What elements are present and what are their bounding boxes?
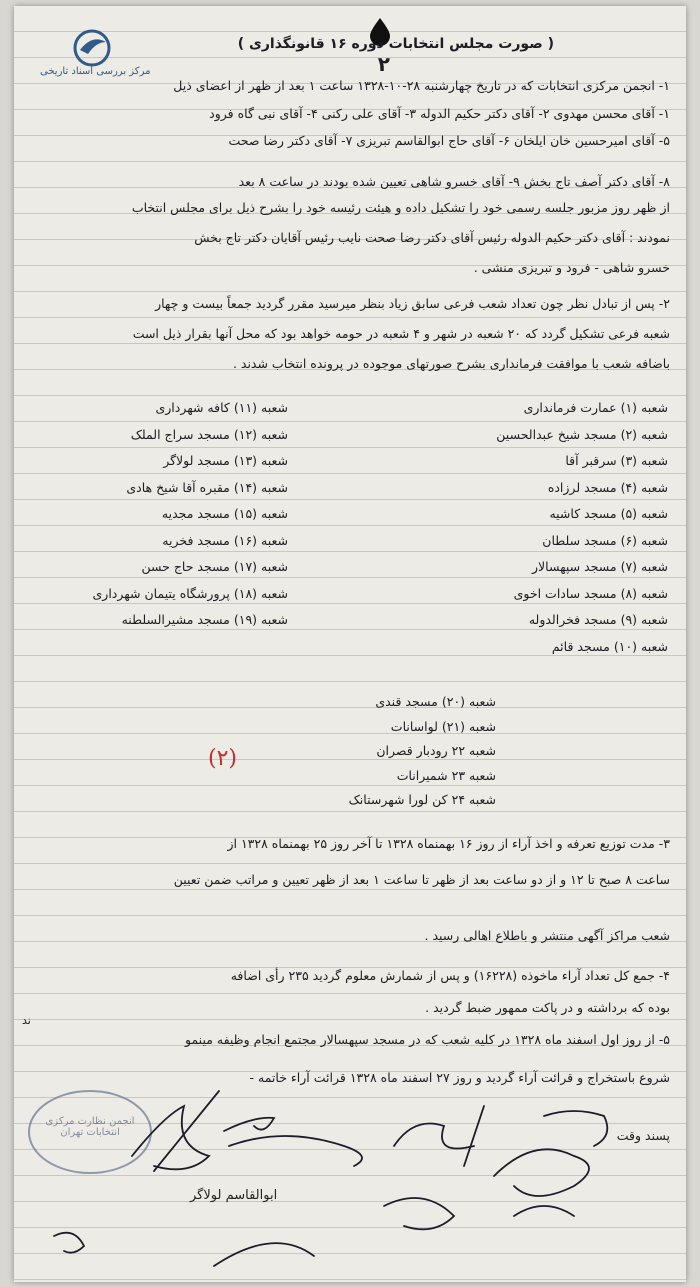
closing-line: پسند وقت <box>616 1128 670 1143</box>
paragraph-line: بوده که برداشته و در پاکت ممهور ضبط گردید . <box>425 1000 670 1015</box>
branch-item: شعبه ۲۳ شمیرانات <box>396 767 496 783</box>
branch-item: شعبه (۱۰) مسجد قائم <box>551 638 668 654</box>
paragraph-line: شعب مراکز آگهی منتشر و باطلاع اهالی رسید . <box>424 928 670 943</box>
paragraph-line: ۴- جمع کل تعداد آراء ماخوذه (۱۶۲۲۸) و پس از شمارش معلوم گردید ۲۳۵ رأی اضافه <box>230 968 670 983</box>
branch-item: شعبه (۳) سرقبر آقا <box>565 453 668 468</box>
paragraph-line: ۲- پس از تبادل نظر چون تعداد شعب فرعی سابق زیاد بنظر میرسید مقرر گردید جمعاً بیست و چهار <box>155 296 670 311</box>
document-page <box>14 6 686 1282</box>
paragraph-line: از ظهر روز مزبور جلسه رسمی خود را تشکیل داده و هیئت رئیسه خود را بشرح ذیل برای مجلس انتخاب <box>131 200 670 215</box>
stamp-text: انجمن نظارت مرکزی انتخابات تهران <box>45 1116 135 1138</box>
branch-item: شعبه ۲۲ رودبار قصران <box>376 743 496 758</box>
paragraph-line: ۵- از روز اول اسفند ماه ۱۳۲۸ در کلیه شعب که در مسجد سپهسالار مجتمع انجام وظیفه مینمو <box>184 1032 670 1047</box>
branch-item: شعبه (۱۵) مسجد مجدیه <box>161 506 288 521</box>
document-title: ( صورت مجلس انتخابات دوره ۱۶ قانونگذاری ) <box>237 36 554 52</box>
branch-item: شعبه (۴) مسجد لرزاده <box>547 479 668 495</box>
branch-item: شعبه (۵) مسجد کاشیه <box>549 506 668 521</box>
branch-item: شعبه (۱۱) کافه شهرداری <box>155 400 288 415</box>
page-number: ۲ <box>377 52 390 76</box>
paragraph-line: باضافه شعب با موافقت فرمانداری بشرح صورتهای موجوده در پرونده انتخاب شدند . <box>232 356 670 371</box>
branch-item: شعبه (۶) مسجد سلطان <box>542 532 668 548</box>
paragraph-line: شعبه فرعی تشکیل گردد که ۲۰ شعبه در شهر و ۴ شعبه در حومه خواهد بود که محل آنها بقرار ذیل است <box>132 326 670 341</box>
branch-item: شعبه (۱۴) مقبره آقا شیخ هادی <box>126 479 288 495</box>
paragraph-line: خسرو شاهی - فرود و تبریزی منشی . <box>473 260 670 275</box>
branch-item: شعبه (۱۷) مسجد حاج حسن <box>141 559 288 574</box>
branch-item: شعبه (۸) مسجد سادات اخوی <box>513 585 668 601</box>
branch-item: شعبه (۲۱) لواسانات <box>390 718 496 734</box>
paragraph-line: ۱- انجمن مرکزی انتخابات که در تاریخ چهارشنبه ۲۸-۱۰-۱۳۲۸ ساعت ۱ بعد از ظهر از اعضای ذیل <box>173 78 670 93</box>
branch-item: شعبه (۲) مسجد شیخ عبدالحسین <box>496 426 668 442</box>
branch-item: شعبه (۲۰) مسجد قندی <box>375 694 496 709</box>
handwritten-correction: ند <box>22 1014 31 1027</box>
archive-logo-text: مرکز بررسی اسناد تاریخی <box>40 66 151 77</box>
branch-item: شعبه (۱۳) مسجد لولاگر <box>163 453 288 468</box>
branch-item: شعبه (۱۶) مسجد فخریه <box>162 532 288 548</box>
branch-item: شعبه ۲۴ کن لورا شهرستانک <box>348 792 496 807</box>
paragraph-line: ۱- آقای محسن مهدوی ۲- آقای دکتر حکیم الدوله ۳- آقای علی رکنی ۴- آقای نبی گاه فرود <box>209 106 670 121</box>
paragraph-line: ۳- مدت توزیع تعرفه و اخذ آراء از روز ۱۶ بهمنماه ۱۳۲۸ تا آخر روز ۲۵ بهمنماه ۱۳۲۸ از <box>227 836 670 851</box>
paragraph-line: نمودند : آقای دکتر حکیم الدوله رئیس آقای دکتر رضا صحت نایب رئیس آقایان دکتر تاج بخش <box>194 230 670 245</box>
branch-item: شعبه (۱۹) مسجد مشیرالسلطنه <box>121 612 288 627</box>
signature-text: ابوالقاسم لولاگر <box>190 1188 278 1203</box>
branch-item: شعبه (۱۸) پرورشگاه یتیمان شهرداری <box>92 585 288 601</box>
branch-item: شعبه (۱) عمارت فرمانداری <box>523 400 668 415</box>
paragraph-line: ۵- آقای امیرحسین خان ایلخان ۶- آقای حاج ابوالقاسم تبریزی ۷- آقای دکتر رضا صحت <box>228 133 670 148</box>
branch-item: شعبه (۷) مسجد سپهسالار <box>532 559 668 574</box>
red-margin-note: (۲) <box>208 746 238 771</box>
paragraph-line: شروع باستخراج و قرائت آراء گردید و روز ۲۷ اسفند ماه ۱۳۲۸ قرائت آراء خاتمه - <box>249 1070 670 1085</box>
branch-item: شعبه (۱۲) مسجد سراج الملک <box>130 426 288 442</box>
paragraph-line: ۸- آقای دکتر آصف تاج بخش ۹- آقای خسرو شاهی تعیین شده بودند در ساعت ۸ بعد <box>238 174 670 189</box>
branch-item: شعبه (۹) مسجد فخرالدوله <box>528 612 668 627</box>
paragraph-line: ساعت ۸ صبح تا ۱۲ و از دو ساعت بعد از ظهر تا ساعت ۱ بعد از ظهر تعیین و مراتب ضمن تعیین <box>173 872 670 887</box>
signature-scribbles-icon <box>14 6 686 1282</box>
